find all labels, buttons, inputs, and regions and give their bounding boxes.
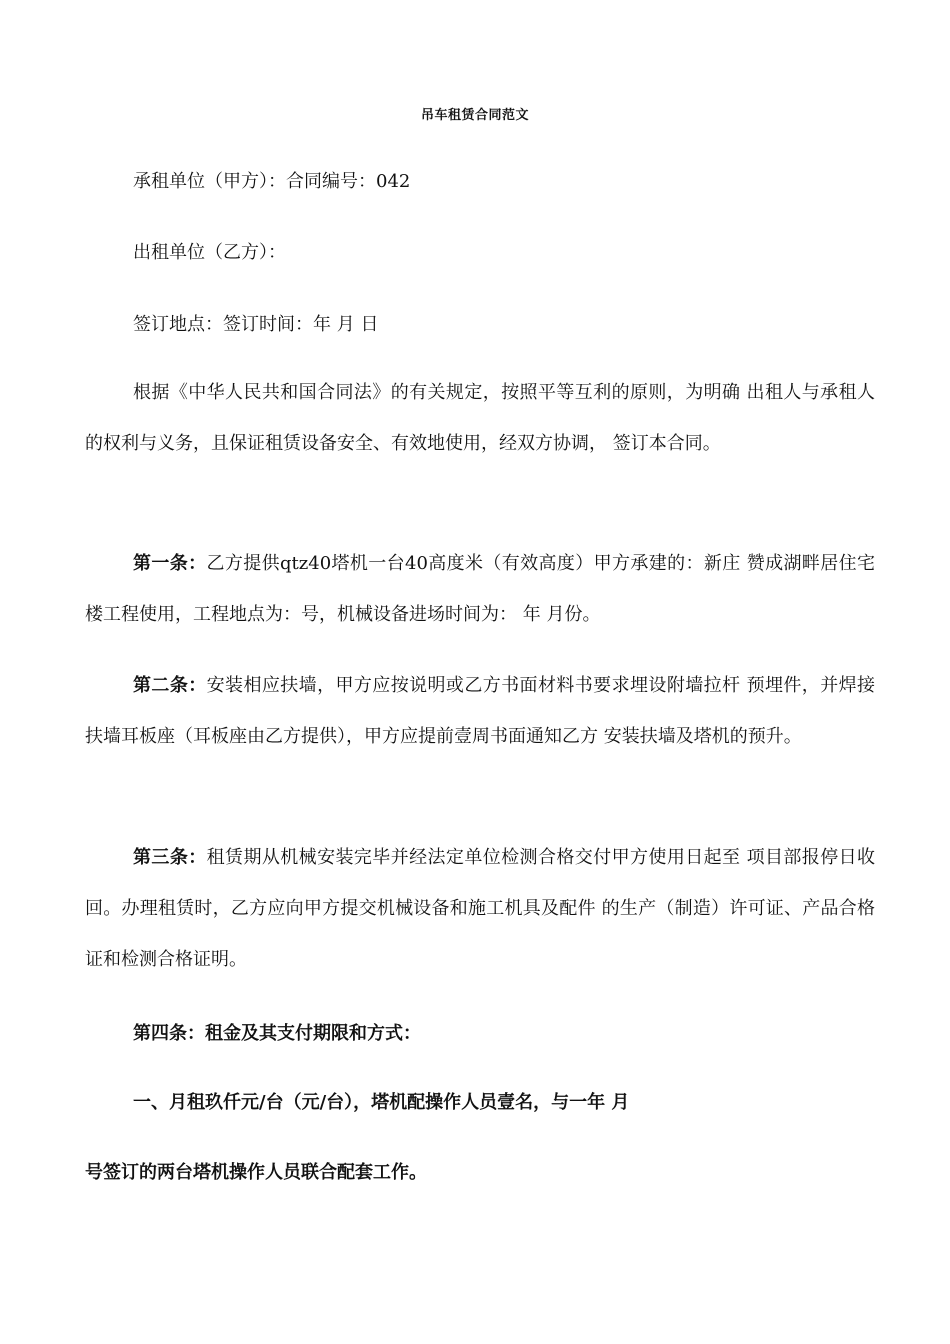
article-3-label: 第三条： — [133, 847, 207, 868]
lessee-line: 承租单位（甲方）：合同编号：042 — [133, 171, 411, 192]
article-1-text: 乙方提供qtz40塔机一台40高度米（有效高度）甲方承建的：新庄 赞成湖畔居住宅楼工程使用，工程地点为：号，机械设备进场时间为： 年 月份。 — [85, 553, 875, 625]
sign-info-line: 签订地点：签订时间：年 月 日 — [133, 314, 379, 335]
document-title: 吊车租赁合同范文 — [420, 108, 529, 123]
article-1-label: 第一条： — [133, 553, 207, 574]
article-4-item-1-line-1: 一、月租玖仟元/台（元/台），塔机配操作人员壹名，与一年 月 — [133, 1092, 630, 1113]
article-2-label: 第二条： — [133, 675, 207, 696]
article-3-text: 租赁期从机械安装完毕并经法定单位检测合格交付甲方使用日起至 项目部报停日收回。办理租赁时，乙方应向甲方提交机械设备和施工机具及配件 的生产（制造）许可证、产品合格证和检测合格证明。 — [85, 847, 876, 970]
article-1-paragraph — [85, 538, 875, 640]
article-3-paragraph — [85, 832, 875, 985]
article-2-text: 安装相应扶墙，甲方应按说明或乙方书面材料书要求埋设附墙拉杆 预埋件，并焊接扶墙耳板座（耳板座由乙方提供），甲方应提前壹周书面通知乙方 安装扶墙及塔机的预升。 — [85, 675, 876, 747]
article-4-heading: 第四条：租金及其支付期限和方式： — [133, 1023, 421, 1044]
article-4-item-1-line-2: 号签订的两台塔机操作人员联合配套工作。 — [85, 1162, 427, 1183]
intro-paragraph: 根据《中华人民共和国合同法》的有关规定，按照平等互利的原则，为明确 出租人与承租人的权利与义务，且保证租赁设备安全、有效地使用，经双方协调， 签订本合同。 — [85, 382, 875, 454]
lessor-line: 出租单位（乙方）： — [133, 242, 286, 263]
article-2-paragraph — [85, 660, 875, 762]
